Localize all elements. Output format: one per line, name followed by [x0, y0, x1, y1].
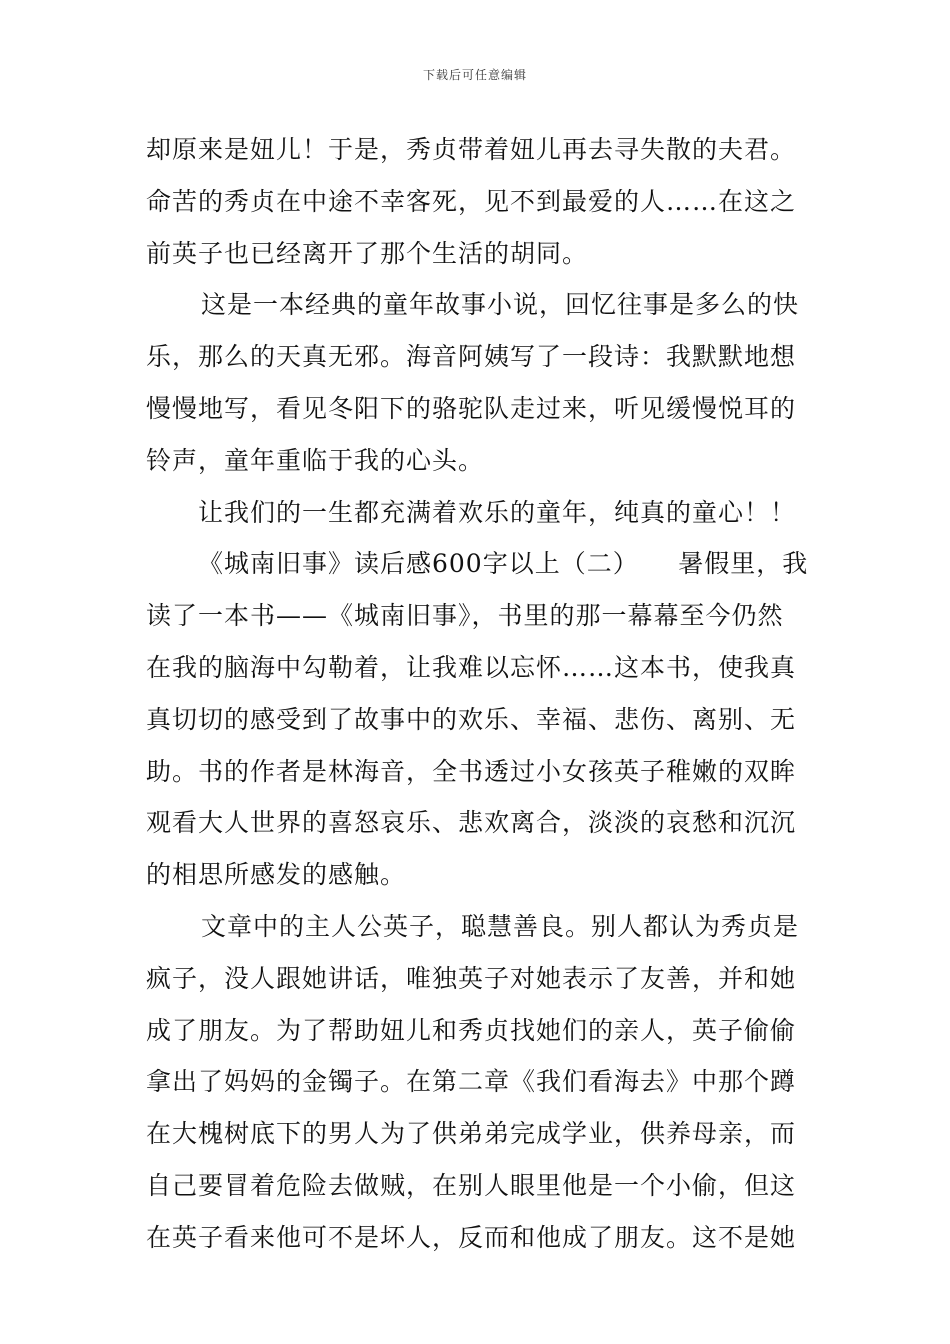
- text-line: 在我的脑海中勾勒着，让我难以忘怀……这本书，使我真: [146, 652, 797, 682]
- paragraph-start-line: 让我们的一生都充满着欢乐的童年，纯真的童心！！: [198, 497, 797, 527]
- section-title-line: 《城南旧事》读后感600字以上（二） 暑假里，我: [198, 549, 809, 579]
- text-line: 的相思所感发的感触。: [146, 860, 407, 890]
- text-line: 疯子，没人跟她讲话，唯独英子对她表示了友善，并和她: [146, 963, 797, 993]
- text-line: 拿出了妈妈的金镯子。在第二章《我们看海去》中那个蹲: [146, 1067, 797, 1097]
- text-line: 前英子也已经离开了那个生活的胡同。: [146, 238, 589, 268]
- text-line: 铃声，童年重临于我的心头。: [146, 445, 485, 475]
- paragraph-start-line: 文章中的主人公英子，聪慧善良。别人都认为秀贞是: [201, 911, 800, 941]
- page-header: 下载后可任意编辑: [422, 68, 527, 82]
- text-line: 读了一本书——《城南旧事》，书里的那一幕幕至今仍然: [146, 601, 784, 631]
- document-body: [146, 124, 812, 1264]
- text-line: 却原来是妞儿！于是，秀贞带着妞儿再去寻失散的夫君。: [146, 135, 797, 164]
- text-line: 观看大人世界的喜怒哀乐、悲欢离合，淡淡的哀愁和沉沉: [146, 808, 797, 838]
- text-line: 助。书的作者是林海音，全书透过小女孩英子稚嫩的双眸: [146, 756, 797, 786]
- text-line: 在英子看来他可不是坏人，反而和他成了朋友。这不是她: [146, 1222, 797, 1252]
- text-line: 真切切的感受到了故事中的欢乐、幸福、悲伤、离别、无: [146, 704, 797, 734]
- text-line: 乐，那么的天真无邪。海音阿姨写了一段诗：我默默地想: [146, 342, 797, 372]
- text-line: 自己要冒着危险去做贼，在别人眼里他是一个小偷，但这: [146, 1170, 797, 1200]
- text-line: 命苦的秀贞在中途不幸客死，见不到最爱的人……在这之: [146, 186, 797, 216]
- text-line: 慢慢地写，看见冬阳下的骆驼队走过来，听见缓慢悦耳的: [146, 393, 797, 423]
- text-line: 成了朋友。为了帮助妞儿和秀贞找她们的亲人，英子偷偷: [146, 1015, 797, 1045]
- text-line: 在大槐树底下的男人为了供弟弟完成学业，供养母亲，而: [146, 1119, 797, 1149]
- paragraph-start-line: 这是一本经典的童年故事小说，回忆往事是多么的快: [201, 290, 800, 320]
